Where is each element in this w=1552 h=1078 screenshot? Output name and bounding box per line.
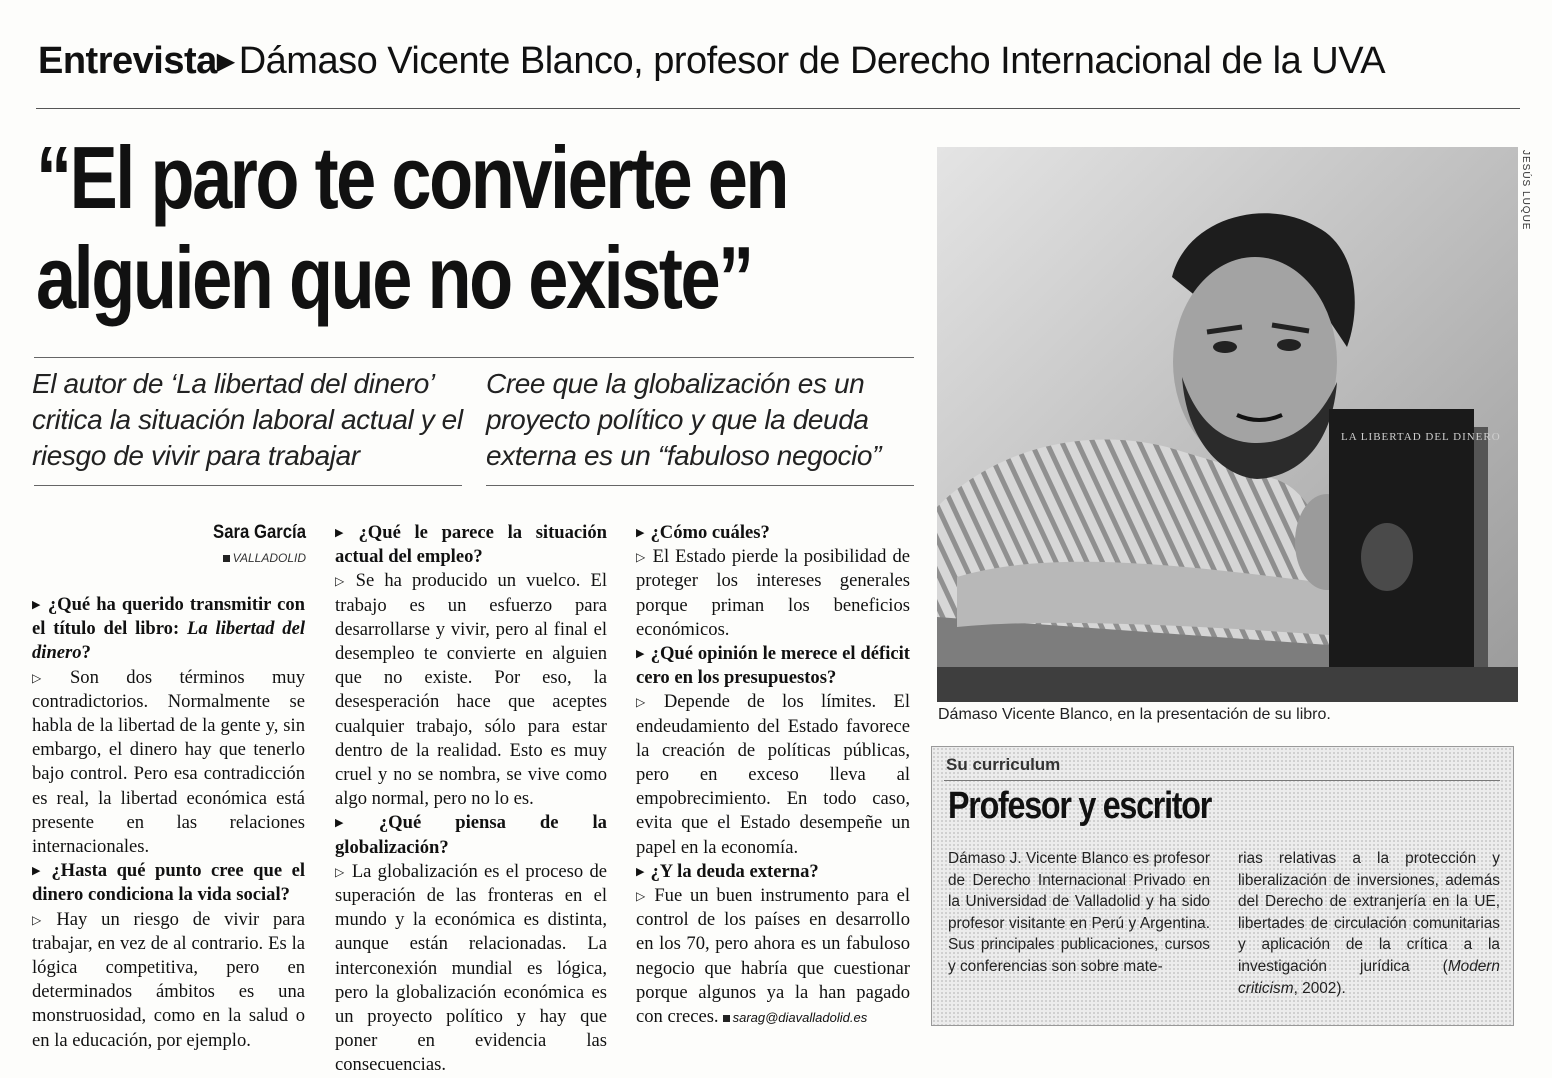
body-column-3 <box>636 521 910 1030</box>
deck-left: El autor de ‘La libertad del dinero’ critica la situación laboral actual y el riesgo de vivir para trabajar <box>32 368 463 471</box>
author-email: sarag@diavalladolid.es <box>719 1010 868 1025</box>
curriculum-kicker: Su curriculum <box>946 755 1061 774</box>
curriculum-text-right: rias relativas a la protección y liberalización de inversiones, además del Derecho de extranjería en la UE, libertades de circulación comunitarias y aplicación de la crítica a la investigación jurídica (Modern criticism, 2002). <box>1238 850 1500 997</box>
kicker-arrow-icon: ▶ <box>216 48 235 75</box>
curriculum-rule <box>944 780 1500 781</box>
question-5: ▶ ¿Cómo cuáles? <box>636 521 910 545</box>
curriculum-title: Profesor y escritor <box>948 785 1212 827</box>
portrait-photo <box>937 147 1518 702</box>
body-column-1 <box>32 593 305 1053</box>
deck-right: Cree que la globalización es un proyecto político y que la deuda externa es un “fabuloso negocio” <box>486 368 882 471</box>
email-square-icon <box>723 1015 730 1022</box>
section-label: Entrevista <box>38 40 217 82</box>
question-6: ▶ ¿Qué opinión le merece el déficit cero en los presupuestos? <box>636 642 910 690</box>
question-1: ▶ ¿Qué ha querido transmitir con el título del libro: La libertad del dinero? <box>32 593 305 666</box>
portrait-illustration <box>937 147 1518 702</box>
body-column-2 <box>335 521 607 1078</box>
headline-line-2: alguien que no existe” <box>36 228 752 327</box>
deck-rule-bottom-left <box>34 485 462 486</box>
byline-place <box>150 551 306 565</box>
answer-2: ▷ Hay un riesgo de vivir para trabajar, en vez de al contrario. Es la lógica competitiva, pero en determinados ámbitos es una monstruosidad, como en la salud o en la educación, por ejemplo. <box>32 908 305 1053</box>
question-7: ▶ ¿Y la deuda externa? <box>636 860 910 884</box>
photo-credit: JESÚS LUQUE <box>1520 150 1531 231</box>
book-cover-text: LA LIBERTAD DEL DINERO <box>1341 431 1501 443</box>
question-3: ▶ ¿Qué le parece la situación actual del empleo? <box>335 521 607 569</box>
headline <box>36 128 788 328</box>
byline-author: Sara García <box>213 522 306 543</box>
kicker-subtitle: Dámaso Vicente Blanco, profesor de Derecho Internacional de la UVA <box>238 40 1386 82</box>
answer-6: ▷ Depende de los límites. El endeudamiento del Estado favorece la creación de políticas públicas, pero en exceso lleva al empobrecimiento. En todo caso, evita que el Estado desempeñe un papel en la economía. <box>636 690 910 859</box>
book-title: La libertad del dinero <box>32 618 305 664</box>
deck-rule-top <box>34 357 914 358</box>
question-4: ▶ ¿Qué piensa de la globalización? <box>335 811 607 859</box>
publication-title: Modern criticism <box>1238 957 1500 997</box>
curriculum-text-left: Dámaso J. Vicente Blanco es profesor de Derecho Internacional Privado en la Universidad de Valladolid y ha sido profesor visitante en Perú y Argentina. Sus principales publicaciones, cursos y conferencias son sobre mate- <box>948 850 1210 975</box>
headline-line-1: “El paro te convierte en <box>36 128 788 227</box>
answer-1: ▷ Son dos términos muy contradictorios. Normalmente se habla de la libertad de la gente y, sin embargo, el dinero hay que tenerlo bajo control. Pero esa contradicción es real, la libertad económica está presente en las relaciones internacionales. <box>32 666 305 860</box>
section-kicker <box>38 40 1385 83</box>
answer-4: ▷ La globalización es el proceso de superación de las fronteras en el mundo y la económica es distinta, aunque están relacionadas. La interconexión mundial es lógica, pero la globalización económica es un proyecto político y hay que poner en evidencia las consecuencias. <box>335 860 607 1078</box>
deck-rule-bottom-right <box>486 485 914 486</box>
answer-3: ▷ Se ha producido un vuelco. El trabajo es un esfuerzo para desarrollarse y vivir, pero al final el desempleo te convierte en alguien que no existe. Por eso, la desesperación hace que aceptes cualquier trabajo, sólo para estar dentro de la realidad. Esto es muy cruel y no se nombra, se vive como algo normal, pero no lo es. <box>335 569 607 811</box>
answer-7: ▷ Fue un buen instrumento para el control de los países en desarrollo en los 70, pero ahora es un fabuloso negocio que habría que cuestionar porque algunos ya la han pagado con creces. sarag@diavalladolid.es <box>636 884 910 1030</box>
dateline-square-icon <box>223 555 230 562</box>
answer-5: ▷ El Estado pierde la posibilidad de proteger los intereses generales porque priman los beneficios económicos. <box>636 545 910 642</box>
header-rule <box>36 108 1520 109</box>
photo-caption: Dámaso Vicente Blanco, en la presentación de su libro. <box>938 706 1331 723</box>
byline-place-text: VALLADOLID <box>232 551 306 565</box>
question-2: ▶ ¿Hasta qué punto cree que el dinero condiciona la vida social? <box>32 859 305 907</box>
